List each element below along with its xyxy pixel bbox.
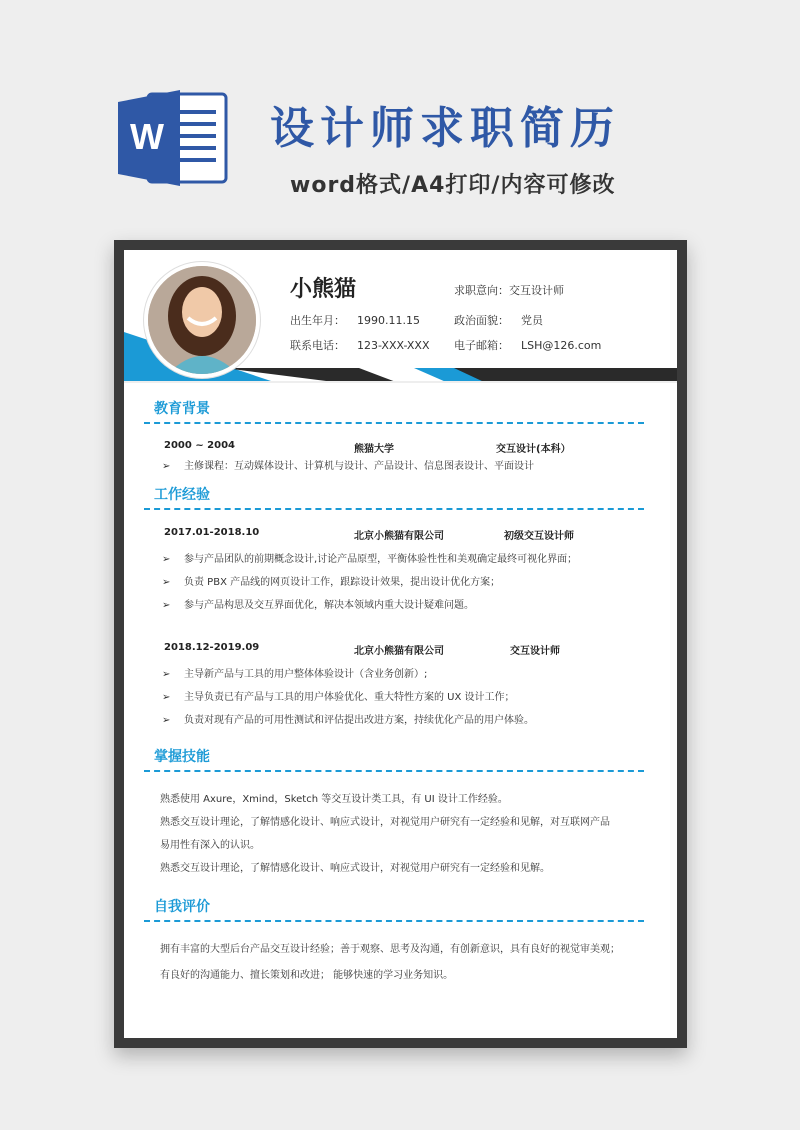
- list-item: [162, 596, 474, 611]
- political-value: 党员: [521, 314, 543, 327]
- phone-info: [290, 337, 430, 353]
- section-title-skills: 掌握技能: [154, 749, 210, 765]
- political-info: [454, 312, 543, 328]
- page-headline: 设计师求职简历: [270, 103, 620, 154]
- section-title-education: 教育背景: [154, 401, 210, 417]
- job-period: 2018.12-2019.09: [164, 642, 260, 653]
- email-label: 电子邮箱：: [454, 339, 509, 352]
- job-label: 求职意向：: [454, 284, 509, 297]
- arrow-icon: ➢: [162, 554, 171, 565]
- job-company: 北京小熊猫有限公司: [354, 531, 444, 542]
- education-period: 2000 ~ 2004: [164, 440, 236, 451]
- education-course: [162, 457, 534, 472]
- political-label: 政治面貌：: [454, 314, 509, 327]
- list-item: [162, 688, 515, 703]
- phone-label: 联系电话：: [290, 339, 345, 352]
- education-major: 交互设计(本科）: [496, 444, 571, 455]
- arrow-icon: ➢: [162, 600, 171, 611]
- avatar: [144, 262, 260, 378]
- section-divider: [144, 770, 644, 772]
- list-item: [162, 573, 500, 588]
- arrow-icon: ➢: [162, 461, 171, 472]
- skill-line: 熟悉使用 Axure，Xmind，Sketch 等交互设计类工具，有 UI 设计工作经验。: [160, 794, 508, 805]
- section-title-work: 工作经验: [154, 487, 210, 503]
- skill-line: 熟悉交互设计理论，了解情感化设计、响应式设计，对视觉用户研究有一定经验和见解，对互联网产品: [160, 817, 610, 828]
- email-info: [454, 337, 601, 353]
- page-subline: word格式/A4打印/内容可修改: [290, 173, 616, 198]
- list-item-text: 参与产品团队的前期概念设计,讨论产品原型，平衡体验性性和美观确定最终可视化界面；: [184, 554, 578, 565]
- arrow-icon: ➢: [162, 669, 171, 680]
- list-item: [162, 550, 577, 565]
- word-icon: [118, 88, 238, 188]
- list-item-text: 主导新产品与工具的用户整体体验设计（含业务创新）;: [184, 669, 428, 680]
- section-divider: [144, 508, 644, 510]
- candidate-name: 小熊猫: [290, 277, 357, 302]
- birth-value: 1990.11.15: [357, 314, 420, 327]
- skill-line: 熟悉交互设计理论，了解情感化设计、响应式设计，对视觉用户研究有一定经验和见解。: [160, 863, 550, 874]
- list-item-text: 主导负责已有产品与工具的用户体验优化、重大特性方案的 UX 设计工作；: [184, 692, 515, 703]
- list-item-text: 参与产品构思及交互界面优化，解决本领域内重大设计疑难问题。: [184, 600, 474, 611]
- job-value: 交互设计师: [509, 284, 564, 297]
- email-value: LSH@126.com: [521, 339, 602, 352]
- section-title-self-eval: 自我评价: [154, 899, 210, 915]
- self-eval-line: 有良好的沟通能力、擅长策划和改进； 能够快速的学习业务知识。: [160, 970, 454, 981]
- arrow-icon: ➢: [162, 715, 171, 726]
- list-item-text: 负责 PBX 产品线的网页设计工作，跟踪设计效果，提出设计优化方案；: [184, 577, 501, 588]
- section-divider: [144, 920, 644, 922]
- self-eval-line: 拥有丰富的大型后台产品交互设计经验；善于观察、思考及沟通，有创新意识，具有良好的视觉审美观；: [160, 944, 620, 955]
- list-item: [162, 665, 427, 680]
- resume-frame: [114, 240, 687, 1048]
- course-text: 主修课程：互动媒体设计、计算机与设计、产品设计、信息图表设计、平面设计: [184, 461, 534, 472]
- job-position: 交互设计师: [510, 646, 560, 657]
- arrow-icon: ➢: [162, 692, 171, 703]
- arrow-icon: ➢: [162, 577, 171, 588]
- job-intention: [454, 282, 564, 298]
- list-item-text: 负责对现有产品的可用性测试和评估提出改进方案，持续优化产品的用户体验。: [184, 715, 534, 726]
- birth-label: 出生年月：: [290, 314, 345, 327]
- skill-line: 易用性有深入的认识。: [160, 840, 260, 851]
- resume-paper: [124, 250, 677, 1038]
- birth-info: [290, 312, 420, 328]
- education-school: 熊猫大学: [354, 444, 394, 455]
- phone-value: 123-XXX-XXX: [357, 339, 430, 352]
- list-item: [162, 711, 534, 726]
- word-icon-letter: W: [130, 116, 164, 157]
- job-company: 北京小熊猫有限公司: [354, 646, 444, 657]
- job-position: 初级交互设计师: [504, 531, 574, 542]
- job-period: 2017.01-2018.10: [164, 527, 260, 538]
- section-divider: [144, 422, 644, 424]
